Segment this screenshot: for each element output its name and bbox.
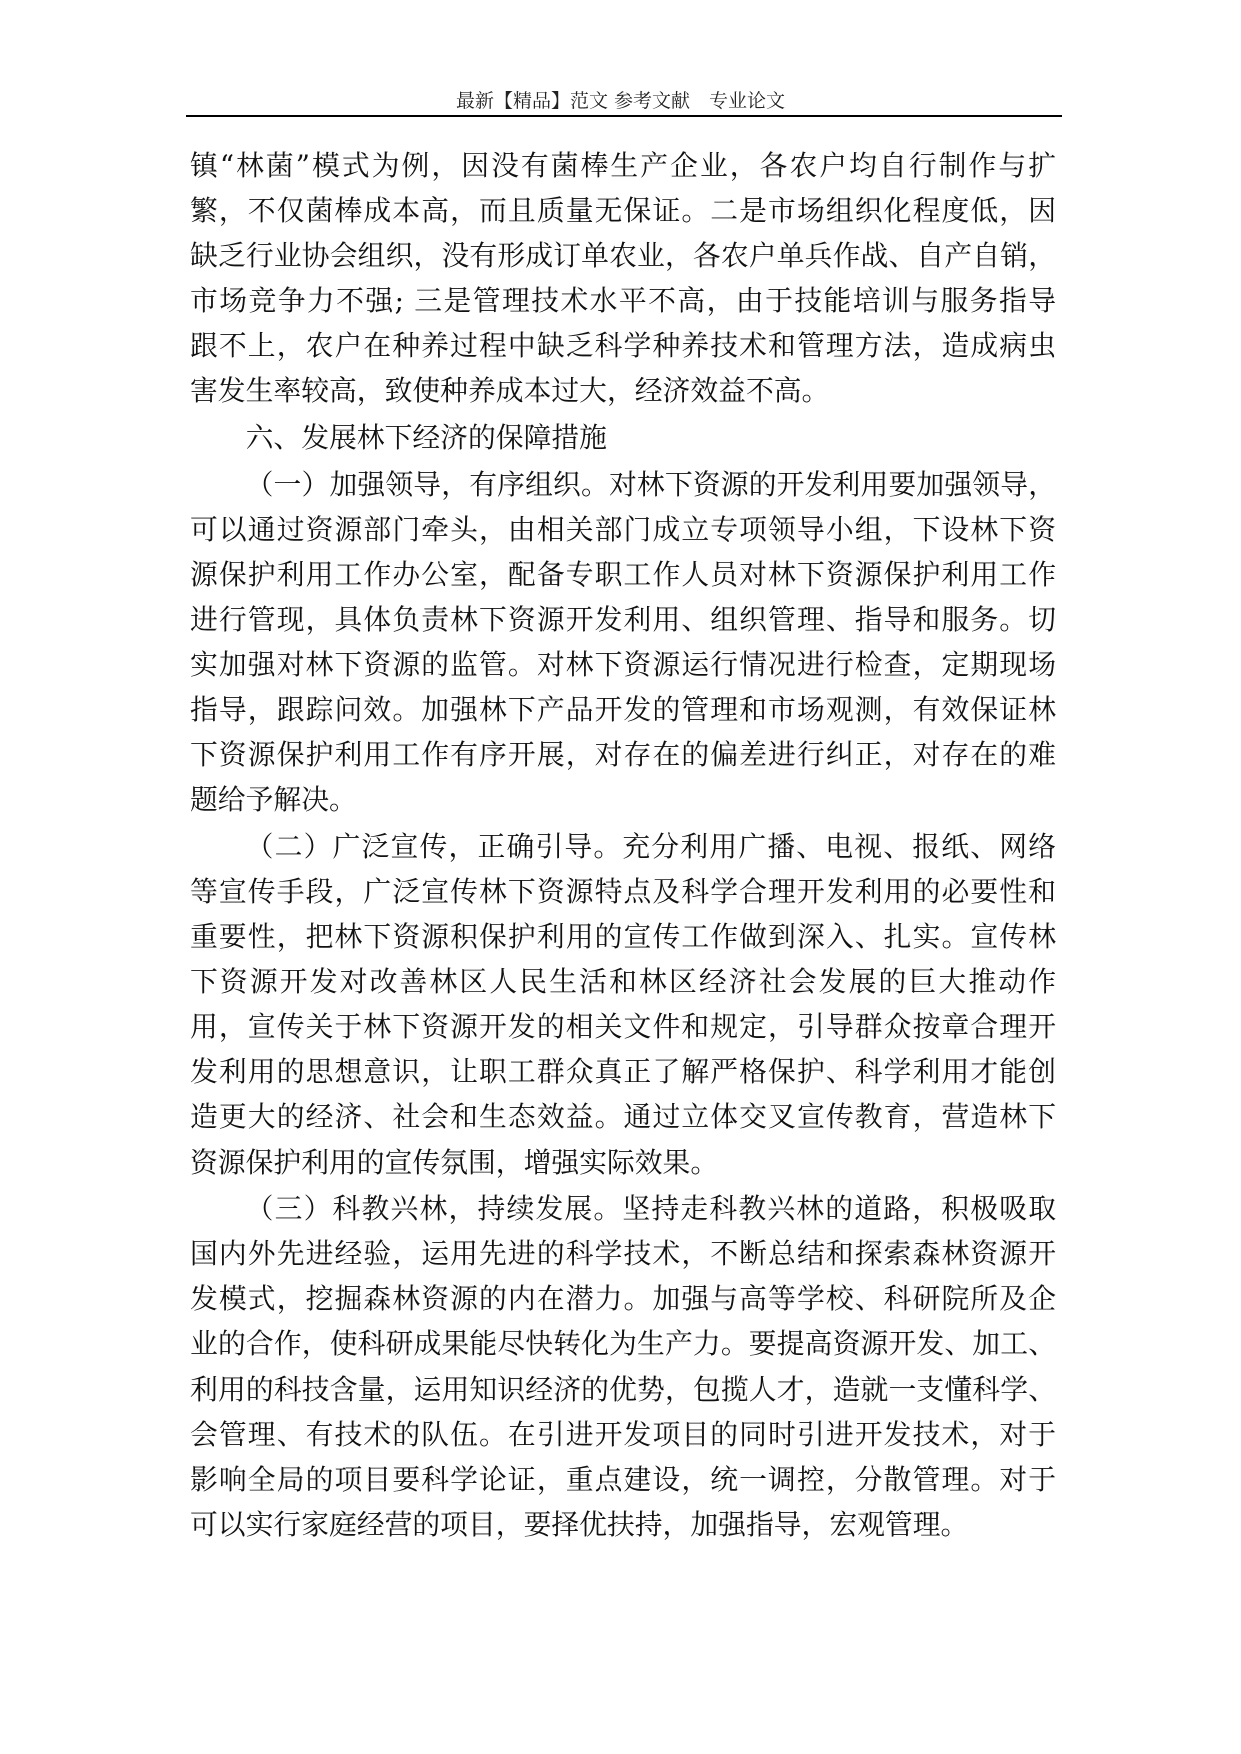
text-line: 缺乏行业协会组织，没有形成订单农业，各农户单兵作战、自产自销，: [190, 239, 1056, 273]
text-line: 市场竞争力不强; 三是管理技术水平不高，由于技能培训与服务指导: [190, 284, 1056, 318]
text-line: 可以实行家庭经营的项目，要择优扶持，加强指导，宏观管理。: [190, 1507, 969, 1541]
text-line: 题给予解决。: [190, 783, 357, 817]
text-line: 跟不上，农户在种养过程中缺乏科学种养技术和管理方法，造成病虫: [190, 329, 1056, 363]
text-line: 用，宣传关于林下资源开发的相关文件和规定，引导群众按章合理开: [190, 1010, 1056, 1044]
text-line: 实加强对林下资源的监管。对林下资源运行情况进行检查，定期现场: [190, 648, 1056, 682]
text-line: 影响全局的项目要科学论证，重点建设，统一调控，分散管理。对于: [190, 1462, 1056, 1496]
text-line: 指导，跟踪问效。加强林下产品开发的管理和市场观测，有效保证林: [190, 693, 1056, 727]
text-line: 镇“林菌”模式为例，因没有菌棒生产企业，各农户均自行制作与扩: [190, 149, 1056, 182]
page-header: 最新【精品】范文 参考文献 专业论文: [455, 90, 786, 112]
text-line: 发利用的思想意识，让职工群众真正了解严格保护、科学利用才能创: [190, 1055, 1056, 1089]
text-line: 会管理、有技术的队伍。在引进开发项目的同时引进开发技术，对于: [190, 1417, 1056, 1451]
paragraph: [190, 1186, 1056, 1547]
text-line: 下资源保护利用工作有序开展，对存在的偏差进行纠正，对存在的难: [190, 738, 1056, 772]
text-line: 等宣传手段，广泛宣传林下资源特点及科学合理开发利用的必要性和: [190, 875, 1056, 908]
text-line: 害发生率较高，致使种养成本过大，经济效益不高。: [190, 374, 830, 408]
text-line: 可以通过资源部门牵头，由相关部门成立专项领导小组，下设林下资: [190, 512, 1056, 546]
section-heading: [190, 415, 1056, 460]
text-line: 国内外先进经验，运用先进的科学技术，不断总结和探索森林资源开: [190, 1237, 1056, 1271]
header-rule: [186, 115, 1062, 117]
text-line: 源保护利用工作办公室，配备专职工作人员对林下资源保护利用工作: [190, 557, 1056, 591]
text-line: 资源保护利用的宣传氛围，增强实际效果。: [190, 1145, 719, 1179]
paragraph: [190, 143, 1056, 414]
text-line: （二）广泛宣传，正确引导。充分利用广播、电视、报纸、网络: [245, 829, 1056, 863]
text-line: （三）科教兴林，持续发展。坚持走科教兴林的道路，积极吸取: [245, 1192, 1056, 1226]
section-heading-text: 六、发展林下经济的保障措施: [245, 421, 607, 455]
text-line: 繁，不仅菌棒成本高，而且质量无保证。二是市场组织化程度低，因: [190, 194, 1056, 228]
text-line: 发模式，挖掘森林资源的内在潜力。加强与高等学校、科研院所及企: [190, 1282, 1056, 1316]
document-body: [190, 143, 1056, 1547]
paragraph: [190, 824, 1056, 1185]
text-line: 重要性，把林下资源积保护利用的宣传工作做到深入、扎实。宣传林: [190, 920, 1056, 954]
text-line: 进行管现，具体负责林下资源开发利用、组织管理、指导和服务。切: [190, 602, 1056, 636]
text-line: 造更大的经济、社会和生态效益。通过立体交叉宣传教育，营造林下: [190, 1100, 1056, 1134]
text-line: 业的合作，使科研成果能尽快转化为生产力。要提高资源开发、加工、: [190, 1327, 1056, 1361]
text-line: 利用的科技含量，运用知识经济的优势，包揽人才，造就一支懂科学、: [190, 1372, 1056, 1406]
paragraph: [190, 462, 1056, 823]
text-line: 下资源开发对改善林区人民生活和林区经济社会发展的巨大推动作: [190, 965, 1056, 999]
text-line: （一）加强领导，有序组织。对林下资源的开发利用要加强领导，: [245, 467, 1056, 501]
